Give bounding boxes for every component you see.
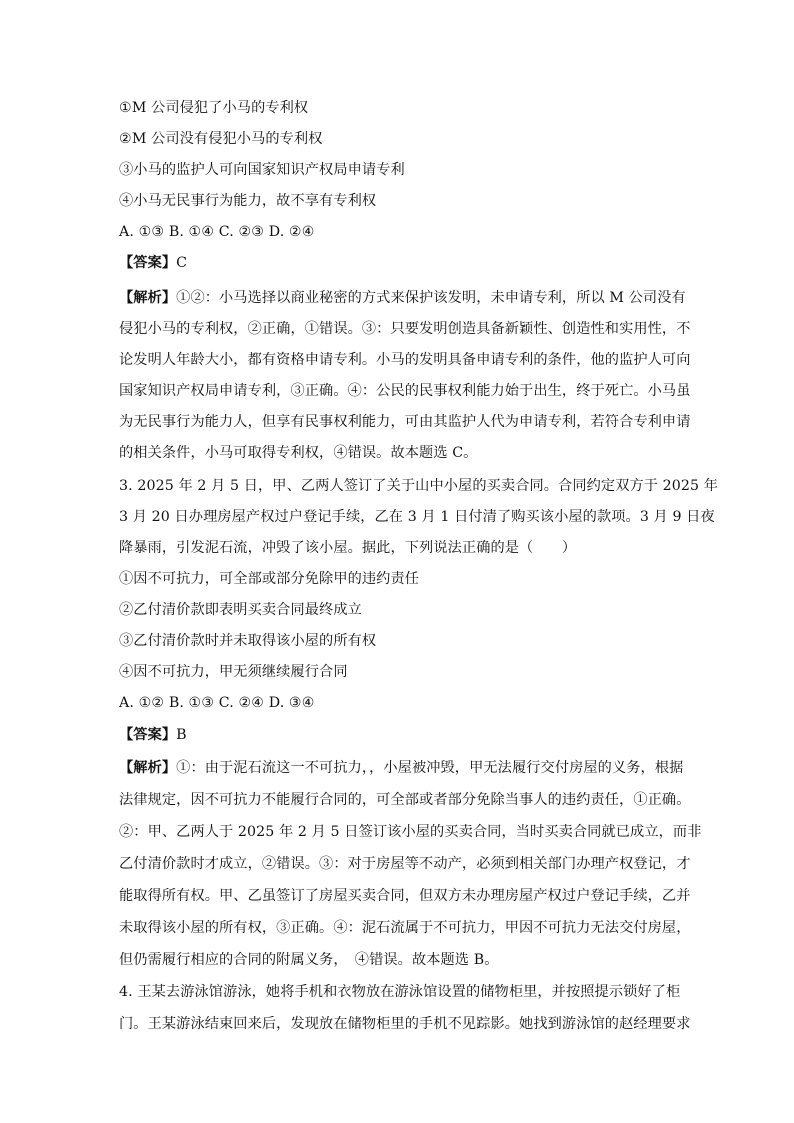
q2-choices: A. ①③ B. ①④ C. ②③ D. ②④	[119, 224, 315, 240]
q3-choices: A. ①② B. ①③ C. ②④ D. ③④	[119, 695, 315, 711]
q3-stem-line: 3 月 20 日办理房屋产权过户登记手续，乙在 3 月 1 日付清了购买该小屋的款项。3 月 9 日夜	[119, 509, 715, 525]
q2-analysis-line: 侵犯小马的专利权，②正确，①错误。③：只要发明创造具备新颖性、创造性和实用性，不	[119, 321, 691, 337]
analysis-tag: 【解析】	[119, 290, 177, 306]
q3-analysis-line: 但仍需履行相应的合同的附属义务， ④错误。故本题选 B。	[119, 952, 499, 968]
q3-stem-line: 3. 2025 年 2 月 5 日，甲、乙两人签订了关于山中小屋的买卖合同。合同约定双方于 2025 年	[119, 478, 719, 494]
q2-option-3: ③小马的监护人可向国家知识产权局申请专利	[119, 162, 405, 178]
answer-tag: 【答案】	[119, 727, 177, 743]
q3-answer	[119, 725, 187, 745]
q2-analysis-line: 的相关条件，小马可取得专利权，④错误。故本题选 C。	[119, 445, 478, 461]
q4-stem-line: 门。王某游泳结束回来后，发现放在储物柜里的手机不见踪影。她找到游泳馆的赵经理要求	[119, 1016, 691, 1032]
q3-analysis-line: ②：甲、乙两人于 2025 年 2 月 5 日签订该小屋的买卖合同，当时买卖合同就已成立，而非	[119, 824, 702, 840]
q3-option-2: ②乙付清价款即表明买卖合同最终成立	[119, 602, 362, 618]
analysis-text: ①：由于泥石流这一不可抗力，，小屋被冲毁，甲无法履行交付房屋的义务，根据	[176, 760, 684, 776]
answer-tag: 【答案】	[119, 255, 177, 271]
q2-option-2: ②M 公司没有侵犯小马的专利权	[119, 131, 323, 147]
q2-analysis-line	[119, 288, 686, 308]
q3-option-1: ①因不可抗力，可全部或部分免除甲的违约责任	[119, 571, 420, 587]
q3-option-3: ③乙付清价款时并未取得该小屋的所有权	[119, 633, 377, 649]
q2-answer	[119, 253, 187, 273]
answer-value: C	[176, 255, 188, 271]
q3-analysis-line: 未取得该小屋的所有权，③正确。④：泥石流属于不可抗力，甲因不可抗力无法交付房屋，	[119, 920, 691, 936]
q3-analysis-line: 乙付清价款时才成立，②错误。③：对于房屋等不动产，必须到相关部门办理产权登记，才	[119, 856, 691, 872]
q2-analysis-line: 为无民事行为能力人，但享有民事权利能力，可由其监护人代为申请专利，若符合专利申请	[119, 414, 691, 430]
q3-analysis-line	[119, 758, 683, 778]
q3-option-4: ④因不可抗力，甲无须继续履行合同	[119, 664, 348, 680]
q4-stem-line: 4. 王某去游泳馆游泳，她将手机和衣物放在游泳馆设置的储物柜里，并按照提示锁好了柜	[119, 984, 681, 1000]
q3-analysis-line: 法律规定，因不可抗力不能履行合同的，可全部或者部分免除当事人的违约责任，①正确。	[119, 792, 691, 808]
answer-value: B	[176, 727, 187, 743]
q3-analysis-line: 能取得所有权。甲、乙虽签订了房屋买卖合同，但双方未办理房屋产权过户登记手续，乙并	[119, 888, 691, 904]
q2-analysis-line: 国家知识产权局申请专利，③正确。④：公民的民事权利能力始于出生，终于死亡。小马虽	[119, 383, 691, 399]
q2-analysis-line: 论发明人年龄大小，都有资格申请专利。小马的发明具备申请专利的条件，他的监护人可向	[119, 352, 691, 368]
q3-stem-line: 降暴雨，引发泥石流，冲毁了该小屋。据此，下列说法正确的是（ ）	[119, 540, 577, 556]
analysis-tag: 【解析】	[119, 760, 177, 776]
q2-option-4: ④小马无民事行为能力，故不享有专利权	[119, 193, 377, 209]
analysis-text: ①②：小马选择以商业秘密的方式来保护该发明，未申请专利，所以 M 公司没有	[176, 290, 686, 306]
q2-option-1: ①M 公司侵犯了小马的专利权	[119, 100, 309, 116]
